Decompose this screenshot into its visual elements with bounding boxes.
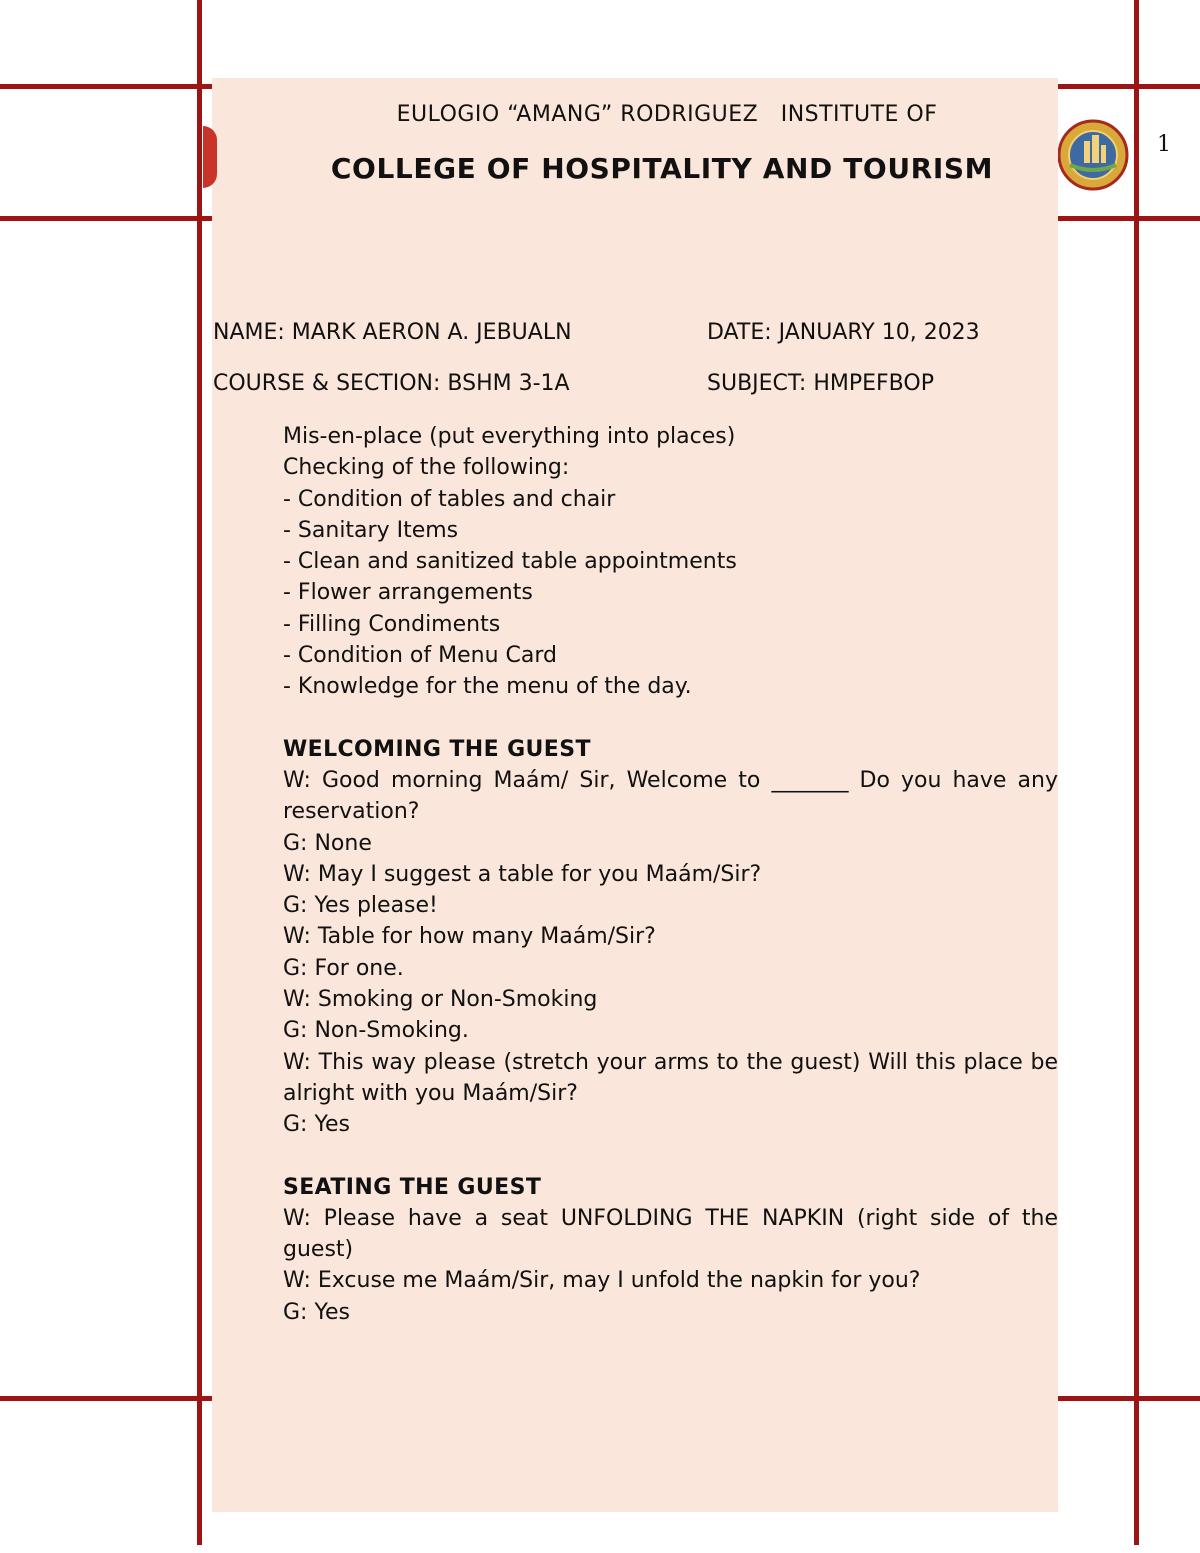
college-name: COLLEGE OF HOSPITALITY AND TOURISM [330,152,994,185]
dialogue-line: G: None [283,830,372,856]
page-number: 1 [1157,132,1171,157]
miseenplace-intro: Checking of the following: [283,455,570,481]
miseenplace-title: Mis-en-place (put everything into places) [283,424,736,449]
dialogue-line: W: Good morning Maám/ Sir, Welcome to _______ Do you have any reservation? [283,767,1058,825]
dialogue-line: W: Table for how many Maám/Sir? [283,924,656,950]
seating-heading: SEATING THE GUEST [283,1174,542,1200]
student-name: NAME: MARK AERON A. JEBUALN [213,320,572,345]
dialogue-line: W: Please have a seat UNFOLDING THE NAPKIN (right side of the guest) [283,1205,1058,1263]
frame-line-top-2 [0,216,212,221]
document-body [283,421,1058,1328]
dialogue-line: W: Excuse me Maám/Sir, may I unfold the napkin for you? [283,1268,921,1294]
frame-line-top-1b [1058,84,1200,89]
frame-line-top-1 [0,84,212,89]
frame-line-bottom [0,1396,212,1401]
list-item: - Filling Condiments [283,611,501,637]
dialogue-line: G: Yes please! [283,893,438,919]
list-item: - Knowledge for the menu of the day. [283,674,692,700]
dialogue-line: G: For one. [283,955,404,981]
seal-year: 1969 [1081,196,1105,206]
frame-line-top-2b [1058,216,1200,221]
frame-line-left [197,0,202,1545]
list-item: - Condition of tables and chair [283,486,616,512]
list-item: - Flower arrangements [283,580,533,606]
dialogue-line: G: Yes [283,1112,350,1138]
list-item: - Clean and sanitized table appointments [283,549,737,575]
list-item: - Sanitary Items [283,517,459,543]
subject: SUBJECT: HMPEFBOP [707,371,934,396]
dialogue-line: G: Non-Smoking. [283,1018,469,1044]
frame-line-bottom-b [1058,1396,1200,1401]
dialogue-line: W: This way please (stretch your arms to the guest) Will this place be alright with you Maám/Sir? [283,1049,1058,1106]
dialogue-line: W: May I suggest a table for you Maám/Sir? [283,861,762,887]
welcoming-heading: WELCOMING THE GUEST [283,736,591,762]
dialogue-line: W: Smoking or Non-Smoking [283,987,598,1013]
date: DATE: JANUARY 10, 2023 [707,320,980,345]
dialogue-line: G: Yes [283,1299,350,1325]
institute-name: EULOGIO “AMANG” RODRIGUEZ INSTITUTE OF [396,102,938,127]
frame-line-right [1134,0,1139,1545]
list-item: - Condition of Menu Card [283,643,557,669]
course-section: COURSE & SECTION: BSHM 3-1A [213,371,570,396]
